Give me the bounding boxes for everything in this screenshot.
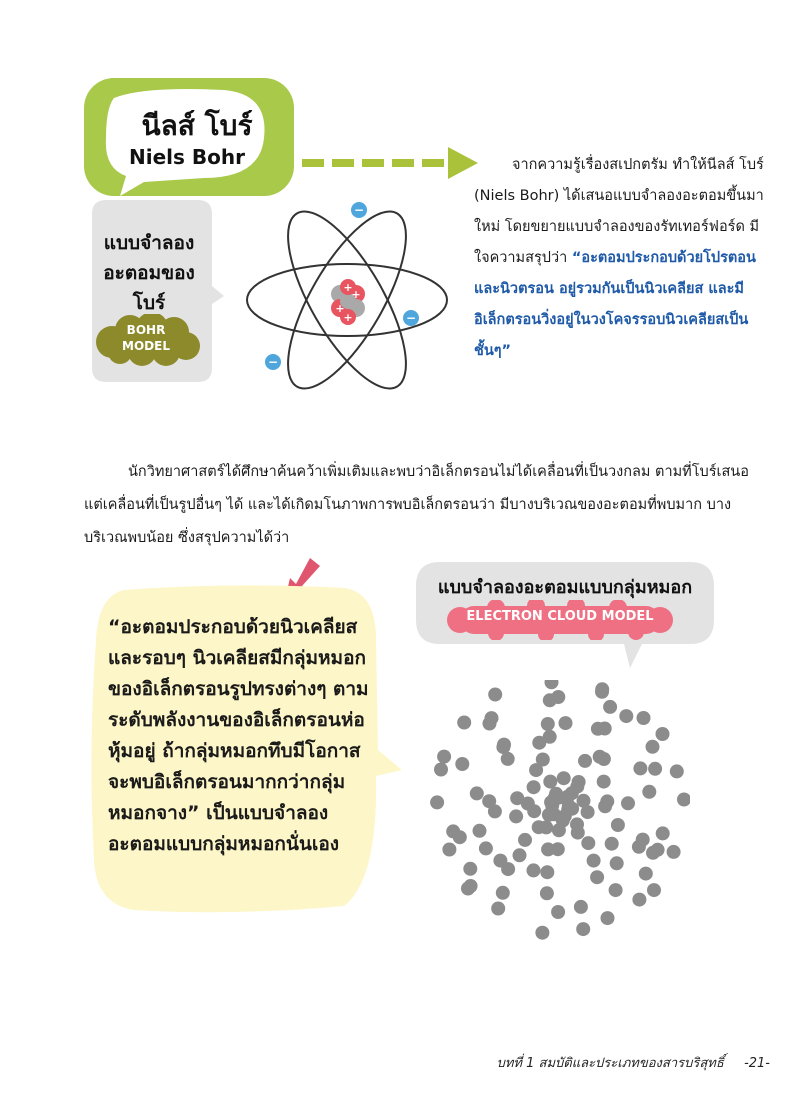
cloud-dot	[552, 823, 566, 837]
intro-lead: จากความรู้เรื่องสเปกตรัม ทำให้นีลส์ โบร์ (Niels Bohr) ได้เสนอแบบจำลองอะตอมขึ้นมาใหม่ โดยขยายแบบจำลองของรัทเทอร์ฟอร์ด มีใจความสรุปว่า	[474, 157, 764, 266]
cloud-dot	[479, 841, 493, 855]
cloud-dot	[541, 717, 555, 731]
cloud-dot	[470, 786, 484, 800]
cloud-dot	[532, 820, 546, 834]
cloud-dot	[509, 809, 523, 823]
cloud-dot	[461, 882, 475, 896]
proton-sign: +	[343, 311, 353, 324]
bohr-label-line: อะตอมของ	[103, 262, 195, 284]
cloud-dot	[590, 870, 604, 884]
page-footer	[470, 1052, 770, 1073]
cloud-dot	[632, 840, 646, 854]
cloud-dot	[562, 799, 576, 813]
cloud-dot	[513, 848, 527, 862]
cloud-dot	[559, 716, 573, 730]
cloud-dot	[545, 680, 559, 689]
cloud-dot	[595, 682, 609, 696]
cloud-dot	[621, 796, 635, 810]
bohr-name-thai: นีลส์ โบร์	[141, 109, 253, 142]
chapter-title: บทที่ 1 สมบัติและประเภทของสารบริสุทธิ์	[496, 1056, 724, 1071]
electron-sign: −	[267, 355, 279, 369]
cloud-dot	[446, 824, 460, 838]
intro-highlight: “อะตอมประกอบด้วยโปรตอนและนิวตรอน อยู่รวมกันเป็นนิวเคลียส และมีอิเล็กตรอนวิ่งอยู่ในวงโคจรรอบนิวเคลียสเป็นชั้นๆ”	[474, 250, 756, 359]
cloud-dot	[540, 865, 554, 879]
cloud-dot	[601, 911, 615, 925]
cloud-dot	[496, 740, 510, 754]
body-paragraph-text: นักวิทยาศาสตร์ได้ศึกษาค้นคว้าเพิ่มเติมและพบว่าอิเล็กตรอนไม่ได้เคลื่อนที่เป็นวงกลม ตามที่โบร์เสนอ แต่เคลื่อนที่เป็นรูปอื่นๆ ได้ และได้เกิดมโนภาพการพบอิเล็กตรอนว่า มีบางบริเวณของอะตอมที่พบมาก บางบริเวณพบน้อย ซึ่งสรุปความได้ว่า	[84, 464, 749, 546]
proton-sign: +	[335, 302, 345, 315]
bohr-label-line: โบร์	[132, 292, 166, 314]
cloud-dot	[482, 794, 496, 808]
bohr-model-tag	[96, 322, 196, 354]
cloud-dot	[581, 836, 595, 850]
cloud-dot	[648, 762, 662, 776]
nucleus-icon	[331, 279, 365, 325]
cloud-dot	[527, 780, 541, 794]
cloud-dot	[598, 722, 612, 736]
cloud-dot	[541, 842, 555, 856]
cloud-dot	[611, 818, 625, 832]
page-number: -21-	[744, 1056, 770, 1071]
cloud-dot	[639, 867, 653, 881]
bohr-tag-line: MODEL	[122, 339, 170, 353]
cloud-dot	[543, 775, 557, 789]
cloud-dot	[605, 837, 619, 851]
cloud-dot	[543, 730, 557, 744]
cloud-dot	[536, 753, 550, 767]
cloud-dot	[496, 886, 510, 900]
cloud-dot	[646, 846, 660, 860]
cloud-dot	[473, 824, 487, 838]
cloud-dot	[510, 791, 524, 805]
cloud-dot	[578, 754, 592, 768]
bohr-atom-diagram	[244, 196, 454, 416]
cloud-dot	[540, 886, 554, 900]
cloud-dot	[609, 883, 623, 897]
cloud-dot	[656, 727, 670, 741]
cloud-dot	[610, 856, 624, 870]
cloud-dot	[593, 750, 607, 764]
cloud-dot	[647, 883, 661, 897]
proton-sign: +	[343, 281, 353, 294]
bohr-name-english: Niels Bohr	[129, 145, 245, 169]
cloud-dot	[571, 826, 585, 840]
cloud-dot	[632, 893, 646, 907]
cloud-dot	[597, 775, 611, 789]
cloud-dot	[677, 793, 690, 807]
cloud-dot	[574, 900, 588, 914]
cloud-dot	[587, 854, 601, 868]
cloud-dot	[642, 785, 656, 799]
cloud-dot	[633, 761, 647, 775]
cloud-dot	[619, 709, 633, 723]
cloud-dot	[485, 711, 499, 725]
cloud-dot	[491, 902, 505, 916]
cloud-dot	[600, 794, 614, 808]
proton-sign: +	[351, 288, 361, 301]
bohr-label-line: แบบจำลอง	[103, 232, 195, 254]
cloud-dot	[430, 795, 444, 809]
electron-cloud-diagram	[430, 680, 690, 940]
cloud-dot	[488, 688, 502, 702]
cloud-dot	[667, 845, 681, 859]
cloud-dot	[493, 854, 507, 868]
cloud-dot	[527, 863, 541, 877]
cloud-dot	[557, 771, 571, 785]
cloud-dot	[434, 763, 448, 777]
cloud-dot	[437, 750, 451, 764]
cloud-model-tag: ELECTRON CLOUD MODEL	[466, 609, 654, 624]
cloud-model-quote: “อะตอมประกอบด้วยนิวเคลียส และรอบๆ นิวเคลียสมีกลุ่มหมอกของอิเล็กตรอนรูปทรงต่างๆ ตามระดับพลังงานของอิเล็กตรอนห่อหุ้มอยู่ ถ้ากลุ่มหมอกทึบมีโอกาสจะพบอิเล็กตรอนมากกว่ากลุ่มหมอกจาง” เป็นแบบจำลองอะตอมแบบกลุ่มหมอกนั่นเอง	[108, 616, 369, 855]
cloud-dot	[463, 862, 477, 876]
dashed-arrow-icon	[300, 145, 480, 181]
bohr-model-label	[96, 228, 202, 318]
electron-sign: −	[405, 311, 417, 325]
bohr-tag-line: BOHR	[126, 323, 166, 337]
cloud-dot	[442, 843, 456, 857]
cloud-dot	[670, 764, 684, 778]
cloud-dot	[637, 711, 651, 725]
cloud-dot	[455, 757, 469, 771]
electron-sign: −	[353, 203, 365, 217]
cloud-dot	[577, 794, 591, 808]
cloud-dot	[603, 700, 617, 714]
cloud-dot	[570, 780, 584, 794]
cloud-dot	[551, 905, 565, 919]
cloud-dot	[551, 690, 565, 704]
body-paragraph	[84, 456, 754, 555]
intro-paragraph	[474, 150, 778, 367]
cloud-dot	[656, 826, 670, 840]
cloud-dot	[457, 716, 471, 730]
cloud-dot	[535, 926, 549, 940]
cloud-dot	[576, 922, 590, 936]
cloud-dot	[518, 833, 532, 847]
cloud-dot	[646, 740, 660, 754]
cloud-model-title: แบบจำลองอะตอมแบบกลุ่มหมอก	[437, 577, 693, 598]
